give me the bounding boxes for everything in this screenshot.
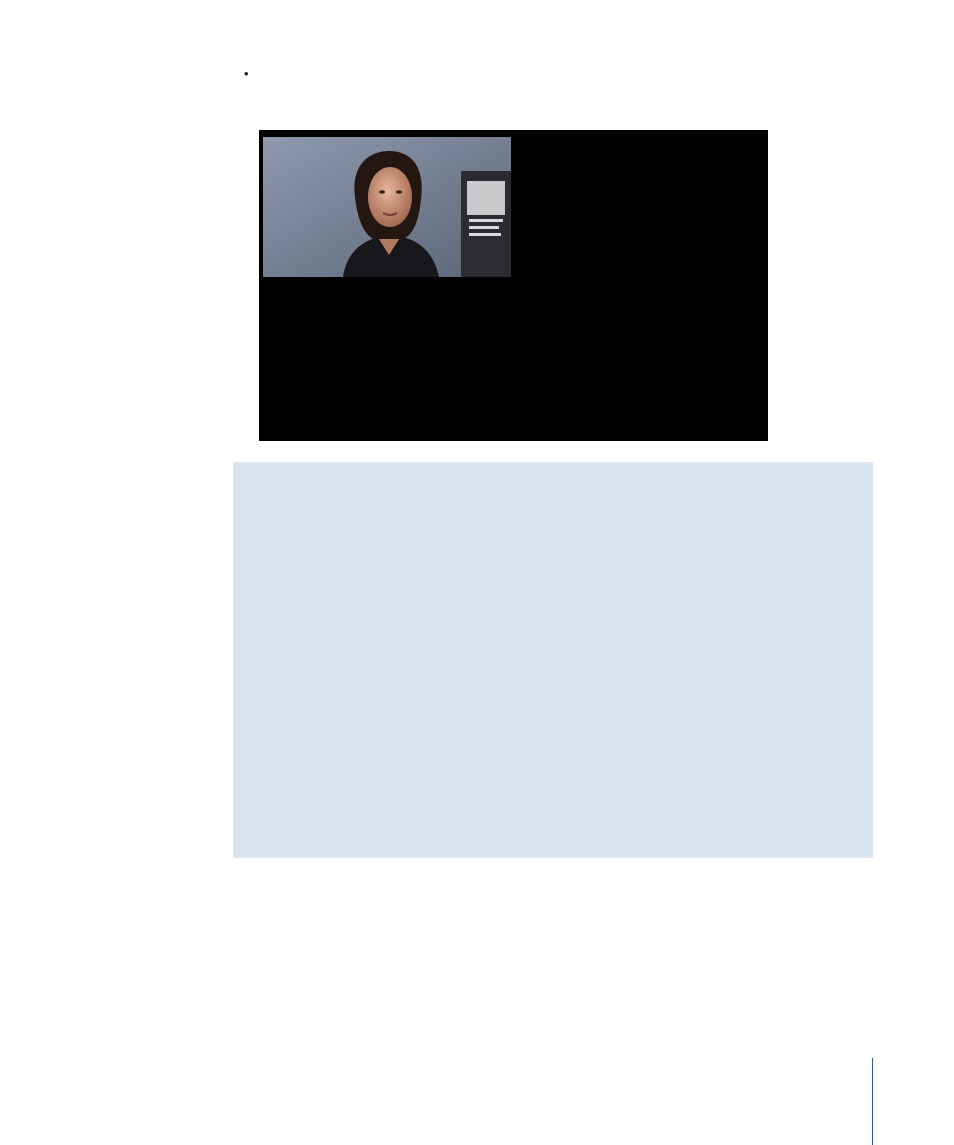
bullet-dot: • (244, 66, 249, 81)
scopes-window-figure (259, 130, 768, 441)
intro-bullet (244, 62, 884, 85)
waveform-scope (514, 288, 768, 441)
video-preview-image (263, 137, 511, 277)
waveform-graphic (514, 288, 768, 441)
accuracy-sidebar (233, 462, 873, 858)
vectorscope (263, 286, 511, 441)
footer-chapter (244, 1085, 254, 1105)
video-preview-illustration (263, 137, 511, 277)
sidebar-note (243, 484, 868, 507)
bullet-text (244, 62, 884, 85)
footer-divider (872, 1058, 873, 1145)
vectorscope-graphic (263, 286, 511, 441)
